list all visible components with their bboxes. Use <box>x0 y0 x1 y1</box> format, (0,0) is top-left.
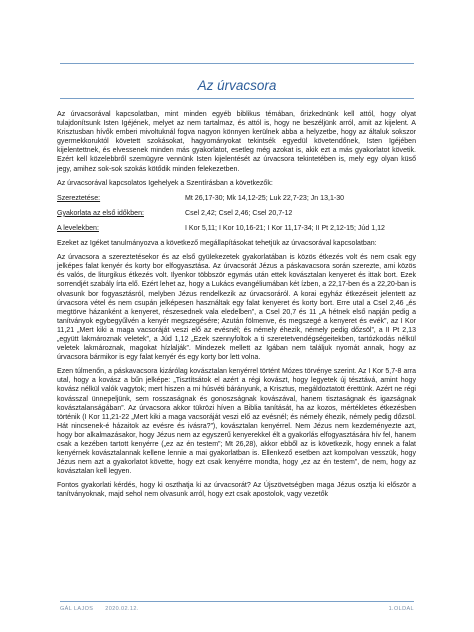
ref-value: Mt 26,17-30; Mk 14,12-25; Luk 22,7-23; Jn 13,1-30 <box>185 194 345 202</box>
scripture-references <box>57 194 416 233</box>
paragraph-2: Az úrvacsora a szereztetésekor és az első gyülekezetek gyakorlatában is közös étkezés volt és nem csak egy jelképes falat kenyér és korty bor elfogyasztása. Az úrvacsorát Jézus a páskavacsora során szerezte, ami közös és valós, de liturgikus étkezés volt. Ilyenkor többször egymás után ettek kovásztalan kenyeret és ittak bort. Ezek sorrendjét szabály írta elő. Ezért lehet az, hogy a Lukács evangéliumában két ízben, a 22,17-ben és a 22,20-ban is olvasunk bor fogyasztásról, melyben Jézus rendelkezik az úrvacsoráról. A korai egyház étkezéseit jelentett az úrvacsora vétel és nem csupán jelképesen használtak egy falat kenyeret és korty bort. Erre utal a Csel 2,46 „és megtörve házanként a kenyeret, részesednek vala eledelben”, a Csel 20,7 és 11 „A hétnek első napján pedig a tanítványok egybegyűlvén a kenyér megszegésére; Azután fölmenve, és megszegé a kenyeret és evék”, az I Kor 11,21 „Mert kiki a maga vacsoráját veszi elő az evésnél; és némely éhezik, némely pedig dőzsöl”, a II Pt 2,13 „együtt lakmároznak veletek”, a Júd 1,12 „Ezek szennyfoltok a ti szeretetvendégségeitekben, tartózkodás nélkül veletek lakmároznak, magokat hízlalják”. Mindezek mellett az Igában nem találjuk nyomát annak, hogy az úrvacsora bármikor is egy falat kenyér és egy korty bor lett volna. <box>57 254 416 362</box>
document-title: Az úrvacsora <box>197 78 277 93</box>
paragraph-3: Ezen túlmenőn, a páskavacsora kizárólag kovásztalan kenyérrel történt Mózes törvénye szerint. Az I Kor 5,7-8 arra utal, hogy a kovász a bűn jelképe: „Tisztítsátok el azért a régi kovászt, hogy legyetek új tésztává, amint hogy kovász nélkül valók vagytok; mert hiszen a mi húsvéti bárányunk, a Krisztus, megáldoztatott érettünk. Azért ne régi kovásszal ünnepeljünk, sem rosszaságnak és gonoszságnak kovászával, hanem tisztaságnak és igazságnak kovásztalanságában”. Az úrvacsora akkor tükrözi híven a Biblia tanítását, ha az kozos, mértékletes étkezésben történik (I Kor 11,21-22 „Mert kiki a maga vacsoráját veszi elő az evésnél; és némely éhezik, némely pedig dőzsöl. Hát nincsenek-é házaitok az evésre és ivásra?”), kovásztalan kenyérrel. Nem Jézus nem kezdeményezte azt, hogy bor alkalmazásakor, hogy Jézus nem az egyszerű kenyerekkel élt a gyakorlás elfogyasztására hív fel, hanem csak a kezében tartott kenyérre („ez az én testem”; Mt 26,28), akkor ebből az is következik, hogy ennek a falat kenyérnek kovásztalannak kellene lennie a mai gyakorlatban is. Ellenkező esetben azt kompolvan vesszük, hogy Jézus nem azt a gyakorlatot követte, hogy ezt csak kenyérre mondta, hogy „ez az én testem”, de nem, hogy az kovásztalan kell legyen. <box>57 368 416 476</box>
ref-row <box>57 224 416 233</box>
ref-label: A levelekben: <box>57 224 99 232</box>
ref-label: Gyakorlata az első időkben: <box>57 209 144 217</box>
ref-row <box>57 209 416 218</box>
footer-author: GÁL LAJOS <box>60 606 94 612</box>
footer-date: 2020.02.12. <box>105 606 139 612</box>
refs-outro: Ezeket az Igéket tanulmányozva a következő megállapításokat tehetjük az úrvacsorával kapcsolatban: <box>57 240 377 248</box>
ref-value: Csel 2,42; Csel 2,46; Csel 20,7-12 <box>185 209 293 217</box>
top-rule <box>60 63 414 64</box>
footer-page-number: 1.OLDAL <box>388 606 414 612</box>
ref-value: I Kor 5,11; I Kor 10,16-21; I Kor 11,17-34; II Pt 2,12-15; Júd 1,12 <box>185 224 385 232</box>
page-footer <box>60 601 414 612</box>
ref-row <box>57 194 416 203</box>
refs-intro: Az úrvacsorával kapcsolatos Igehelyek a Szentírásban a következők: <box>57 179 273 187</box>
title-rule <box>60 98 414 99</box>
paragraph-4: Fontos gyakorlati kérdés, hogy ki oszthatja ki az úrvacsorát? Az Újszövetségben maga Jézus osztja ki először a tanítványoknak, majd sehol nem olvasunk arról, hogy ezt csak apostolok, vagy vezetők <box>57 482 416 499</box>
footer-left <box>60 606 149 612</box>
document-body <box>57 110 416 505</box>
ref-label: Szereztetése: <box>57 194 101 202</box>
intro-paragraph: Az úrvacsorával kapcsolatban, mint minden egyéb biblikus témában, őrizkednünk kell attól, hogy olyat tulajdonítsunk Isten Igéjének, melyet az nem tartalmaz, és attól is, hogy ne beszéljünk arról, amit az kijelent. A Krisztusban hívők emberi mivoltuknál fogva nagyon könnyen kerülnek abba a helyzetbe, hogy az általuk sokszor gyermekkoruktól követett szokásokat, hagyományokat tekintsék egyedül követendőnek, Isten Igéjében kijelentettnek, és elvessenek minden más gyakorlatot, esetleg még azokat is, akik ezt a más gyakorlatot követik. Ezért kell közelebbről szemügyre vennünk Isten kijelentését az úrvacsora tekintetében is, mely egy olyan küső jegy, amihez sok-sok szokás kötődik minden felekezetben. <box>57 111 416 173</box>
